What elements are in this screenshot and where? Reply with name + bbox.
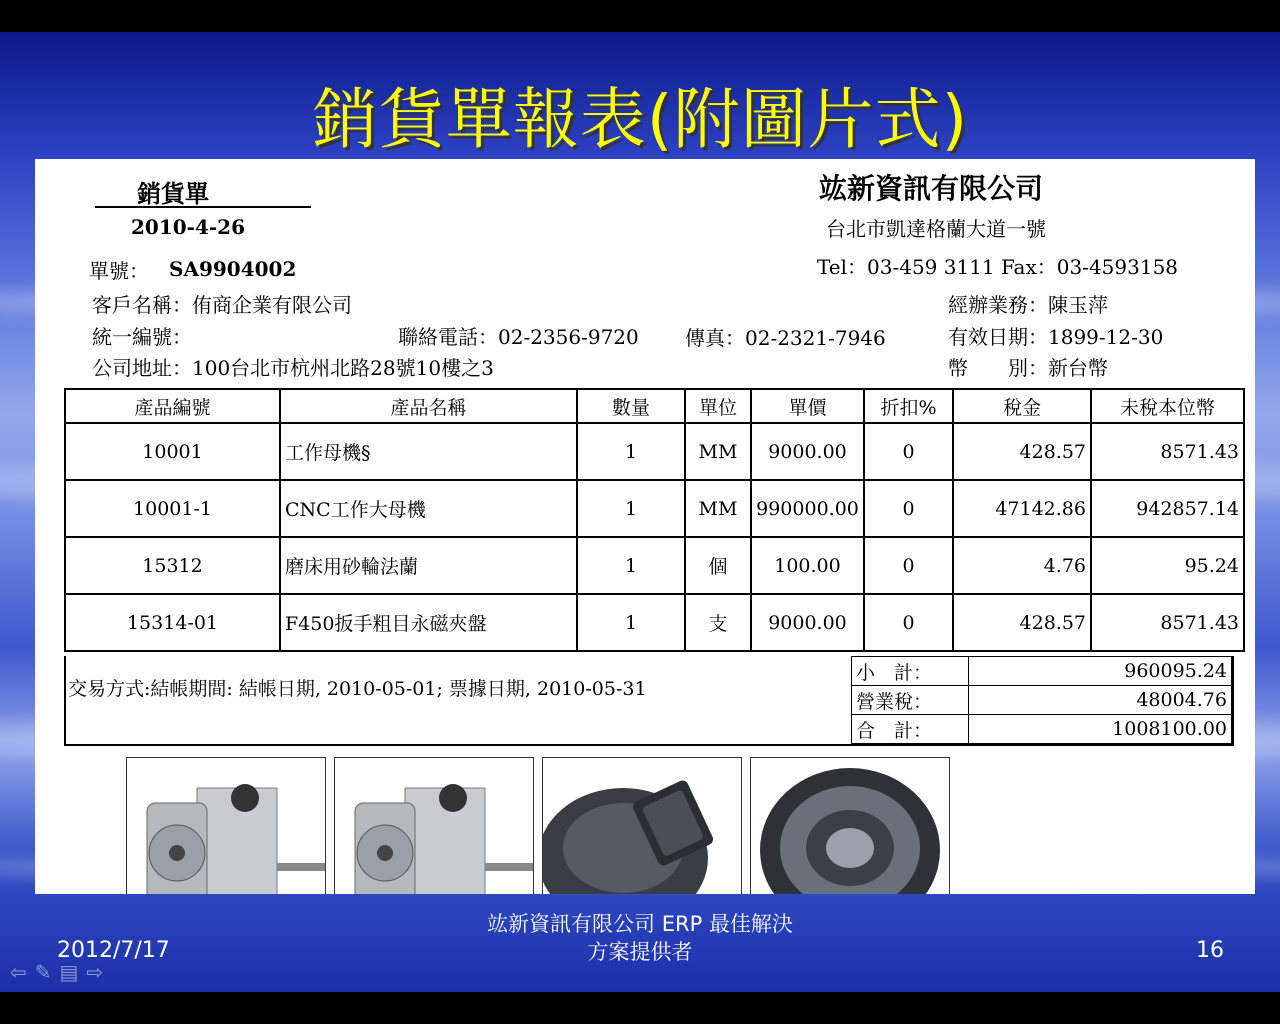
doc-date: 2010-4-26 [131,215,246,239]
pen-icon[interactable]: ✎ [34,960,60,984]
table-row [65,537,1244,594]
fax-number: 傳真：02-2321-7946 [685,326,886,350]
cell-unit: MM [685,480,751,537]
col-tax: 稅金 [953,389,1091,423]
total-label: 合 計： [852,715,969,744]
lathe-chuck-icon [334,757,534,894]
company-address: 台北市凱達格蘭大道一號 [826,217,1046,241]
totals-section [64,656,1234,746]
cell-qty: 1 [577,594,685,651]
cell-product-no: 10001-1 [65,480,280,537]
cell-product-name: 磨床用砂輪法蘭 [280,537,577,594]
order-number-label: 單號： [89,259,149,283]
cell-product-no: 15312 [65,537,280,594]
cell-discount: 0 [864,537,953,594]
col-qty: 數量 [577,389,685,423]
magnetic-chuck-icon [750,757,950,894]
cell-product-no: 15314-01 [65,594,280,651]
cell-tax: 4.76 [953,537,1091,594]
table-row [65,480,1244,537]
table-row [65,423,1244,480]
cell-net: 8571.43 [1091,423,1244,480]
table-row [65,594,1244,651]
cell-discount: 0 [864,594,953,651]
tel-fax: Tel：03-459 3111 Fax：03-4593158 [817,255,1179,279]
cell-price: 990000.00 [751,480,864,537]
order-number: SA9904002 [169,257,297,281]
doc-heading: 銷貨單 [137,179,209,208]
bolt-flange-icon [542,757,742,894]
cell-tax: 428.57 [953,423,1091,480]
totals-table [851,656,1232,744]
customer-name: 客戶名稱：侑商企業有限公司 [92,293,352,317]
subtotal-label: 小 計： [852,657,969,686]
footer-line-2: 方案提供者 [587,940,693,964]
cell-qty: 1 [577,423,685,480]
table-header-row [65,389,1244,423]
page-number: 16 [1196,938,1224,963]
valid-date: 有效日期：1899-12-30 [948,325,1164,349]
next-arrow-icon[interactable]: ⇨ [86,960,112,984]
lathe-chuck-icon [126,757,326,894]
cell-tax: 428.57 [953,594,1091,651]
cell-product-name: CNC工作大母機 [280,480,577,537]
slide-nav-controls [10,960,111,984]
cell-tax: 47142.86 [953,480,1091,537]
cell-product-name: 工作母機§ [280,423,577,480]
cell-unit: 個 [685,537,751,594]
cell-unit: MM [685,423,751,480]
cell-net: 942857.14 [1091,480,1244,537]
prev-arrow-icon[interactable]: ⇦ [10,960,35,984]
tax-id: 統一編號： [92,325,192,349]
cell-discount: 0 [864,423,953,480]
col-price: 單價 [751,389,864,423]
slide-title: 銷貨單報表(附圖片式) [311,81,969,158]
cell-unit: 支 [685,594,751,651]
payment-terms: 交易方式:結帳期間: 結帳日期, 2010-05-01; 票據日期, 2010-05-31 [68,678,647,700]
cell-product-name: F450扳手粗目永磁夾盤 [280,594,577,651]
col-discount: 折扣% [864,389,953,423]
heading-underline [95,206,311,208]
cell-qty: 1 [577,537,685,594]
items-table [64,388,1245,652]
menu-icon[interactable]: ▤ [59,960,87,984]
company-name: 竑新資訊有限公司 [819,172,1044,205]
col-product-no: 產品編號 [65,389,280,423]
cell-qty: 1 [577,480,685,537]
col-unit: 單位 [685,389,751,423]
col-product-name: 產品名稱 [280,389,577,423]
sales-order-document [35,159,1255,894]
footer-line-1: 竑新資訊有限公司 ERP 最佳解決 [487,912,793,936]
col-net: 未稅本位幣 [1091,389,1244,423]
subtotal-value: 960095.24 [968,657,1231,686]
cell-price: 9000.00 [751,423,864,480]
currency: 幣 別：新台幣 [948,356,1108,380]
cell-net: 8571.43 [1091,594,1244,651]
sales-rep: 經辦業務：陳玉萍 [948,293,1108,317]
tax-label: 營業稅： [852,686,969,715]
company-address-customer: 公司地址：100台北市杭州北路28號10樓之3 [92,356,494,380]
contact-phone: 聯絡電話：02-2356-9720 [398,325,639,349]
slide-date: 2012/7/17 [57,938,170,963]
cell-product-no: 10001 [65,423,280,480]
slide [0,32,1280,992]
cell-discount: 0 [864,480,953,537]
total-value: 1008100.00 [968,715,1231,744]
cell-net: 95.24 [1091,537,1244,594]
slide-footer-company [440,910,840,966]
cell-price: 100.00 [751,537,864,594]
cell-price: 9000.00 [751,594,864,651]
tax-value: 48004.76 [968,686,1231,715]
